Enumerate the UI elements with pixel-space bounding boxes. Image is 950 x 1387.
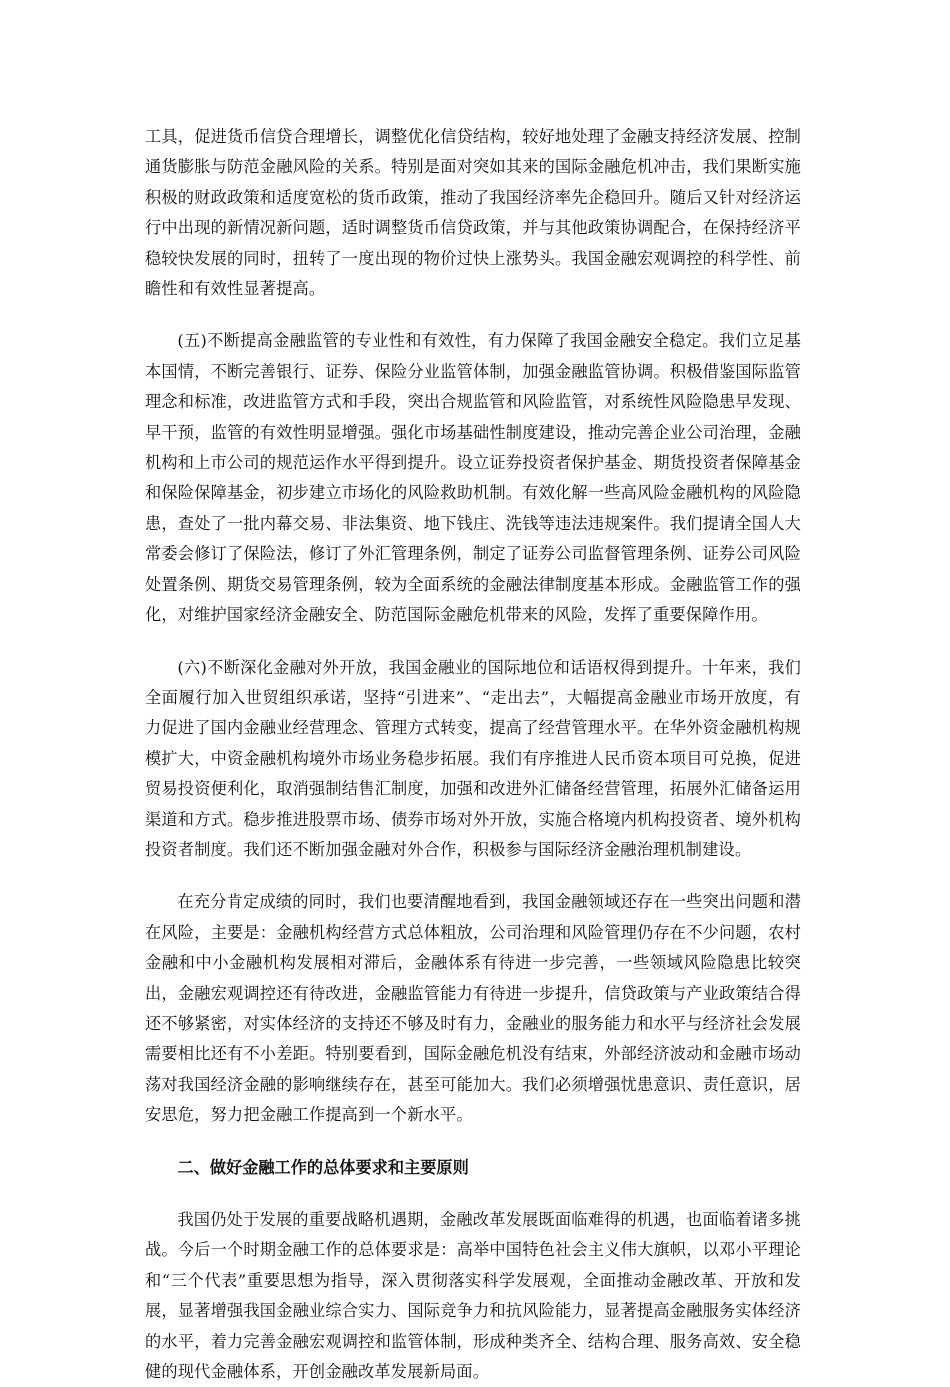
paragraph-gap	[145, 631, 801, 653]
paragraph-overall-requirements: 我国仍处于发展的重要战略机遇期，金融改革发展既面临难得的机遇，也面临着诸多挑战。今后一个时期金融工作的总体要求是：高举中国特色社会主义伟大旗帜，以邓小平理论和“三个代表”重要思想为指导，深入贯彻落实科学发展观，全面推动金融改革、开放和发展，显著增强我国金融业综合实力、国际竞争力和抗风险能力，显著提高金融服务实体经济的水平，着力完善金融宏观调控和监管体制，形成种类齐全、结构合理、服务高效、安全稳健的现代金融体系，开创金融改革发展新局面。	[145, 1210, 801, 1382]
paragraph-monetary-policy: 工具，促进货币信贷合理增长，调整优化信贷结构，较好地处理了金融支持经济发展、控制通货膨胀与防范金融风险的关系。特别是面对突如其来的国际金融危机冲击，我们果断实施积极的财政政策和适度宽松的货币政策，推动了我国经济率先企稳回升。随后又针对经济运行中出现的新情况新问题，适时调整货币信贷政策，并与其他政策协调配合，在保持经济平稳较快发展的同时，扭转了一度出现的物价过快上涨势头。我国金融宏观调控的科学性、前瞻性和有效性显著提高。	[145, 127, 801, 299]
paragraph-problems-and-risks: 在充分肯定成绩的同时，我们也要清醒地看到，我国金融领域还存在一些突出问题和潜在风险，主要是：金融机构经营方式总体粗放，公司治理和风险管理仍存在不少问题，农村金融和中小金融机构发展相对滞后，金融体系有待进一步完善，一些领域风险隐患比较突出，金融宏观调控还有待改进，金融监管能力有待进一步提升，信贷政策与产业政策结合得还不够紧密，对实体经济的支持还不够及时有力，金融业的服务能力和水平与经济社会发展需要相比还有不小差距。特别要看到，国际金融危机没有结束，外部经济波动和金融市场动荡对我国经济金融的影响继续存在，甚至可能加大。我们必须增强忧患意识、责任意识，居安思危，努力把金融工作提高到一个新水平。	[145, 892, 801, 1125]
paragraph-gap	[145, 865, 801, 887]
paragraph-financial-supervision: (五)不断提高金融监管的专业性和有效性，有力保障了我国金融安全稳定。我们立足基本国情，不断完善银行、证券、保险分业监管体制，加强金融监管协调。积极借鉴国际监管理念和标准，改进监管方式和手段，突出合规监管和风险监管，对系统性风险隐患早发现、早干预，监管的有效性明显增强。强化市场基础性制度建设，推动完善企业公司治理，金融机构和上市公司的规范运作水平得到提升。设立证券投资者保护基金、期货投资者保障基金和保险保障基金，初步建立市场化的风险救助机制。有效化解一些高风险金融机构的风险隐患，查处了一批内幕交易、非法集资、地下钱庄、洗钱等违法违规案件。我们提请全国人大常委会修订了保险法，修订了外汇管理条例，制定了证券公司监督管理条例、证券公司风险处置条例、期货交易管理条例，较为全面系统的金融法律制度基本形成。金融监管工作的强化，对维护国家经济金融安全、防范国际金融危机带来的风险，发挥了重要保障作用。	[145, 331, 801, 625]
paragraph-gap	[145, 304, 801, 326]
section-heading: 二、做好金融工作的总体要求和主要原则	[177, 1157, 469, 1177]
paragraph-opening-up: (六)不断深化金融对外开放，我国金融业的国际地位和话语权得到提升。十年来，我们全面履行加入世贸组织承诺，坚持“引进来”、“走出去”，大幅提高金融业市场开放度，有力促进了国内金融业经营理念、管理方式转变，提高了经营管理水平。在华外资金融机构规模扩大，中资金融机构境外市场业务稳步拓展。我们有序推进人民币资本项目可兑换，促进贸易投资便利化，取消强制结售汇制度，加强和改进外汇储备经营管理，拓展外汇储备运用渠道和方式。稳步推进股票市场、债券市场对外开放，实施合格境内机构投资者、境外机构投资者制度。我们还不断加强金融对外合作，积极参与国际经济金融治理机制建设。	[145, 657, 801, 859]
paragraph-gap	[145, 1131, 801, 1153]
document-page	[145, 122, 801, 1387]
paragraph-gap	[145, 1183, 801, 1205]
